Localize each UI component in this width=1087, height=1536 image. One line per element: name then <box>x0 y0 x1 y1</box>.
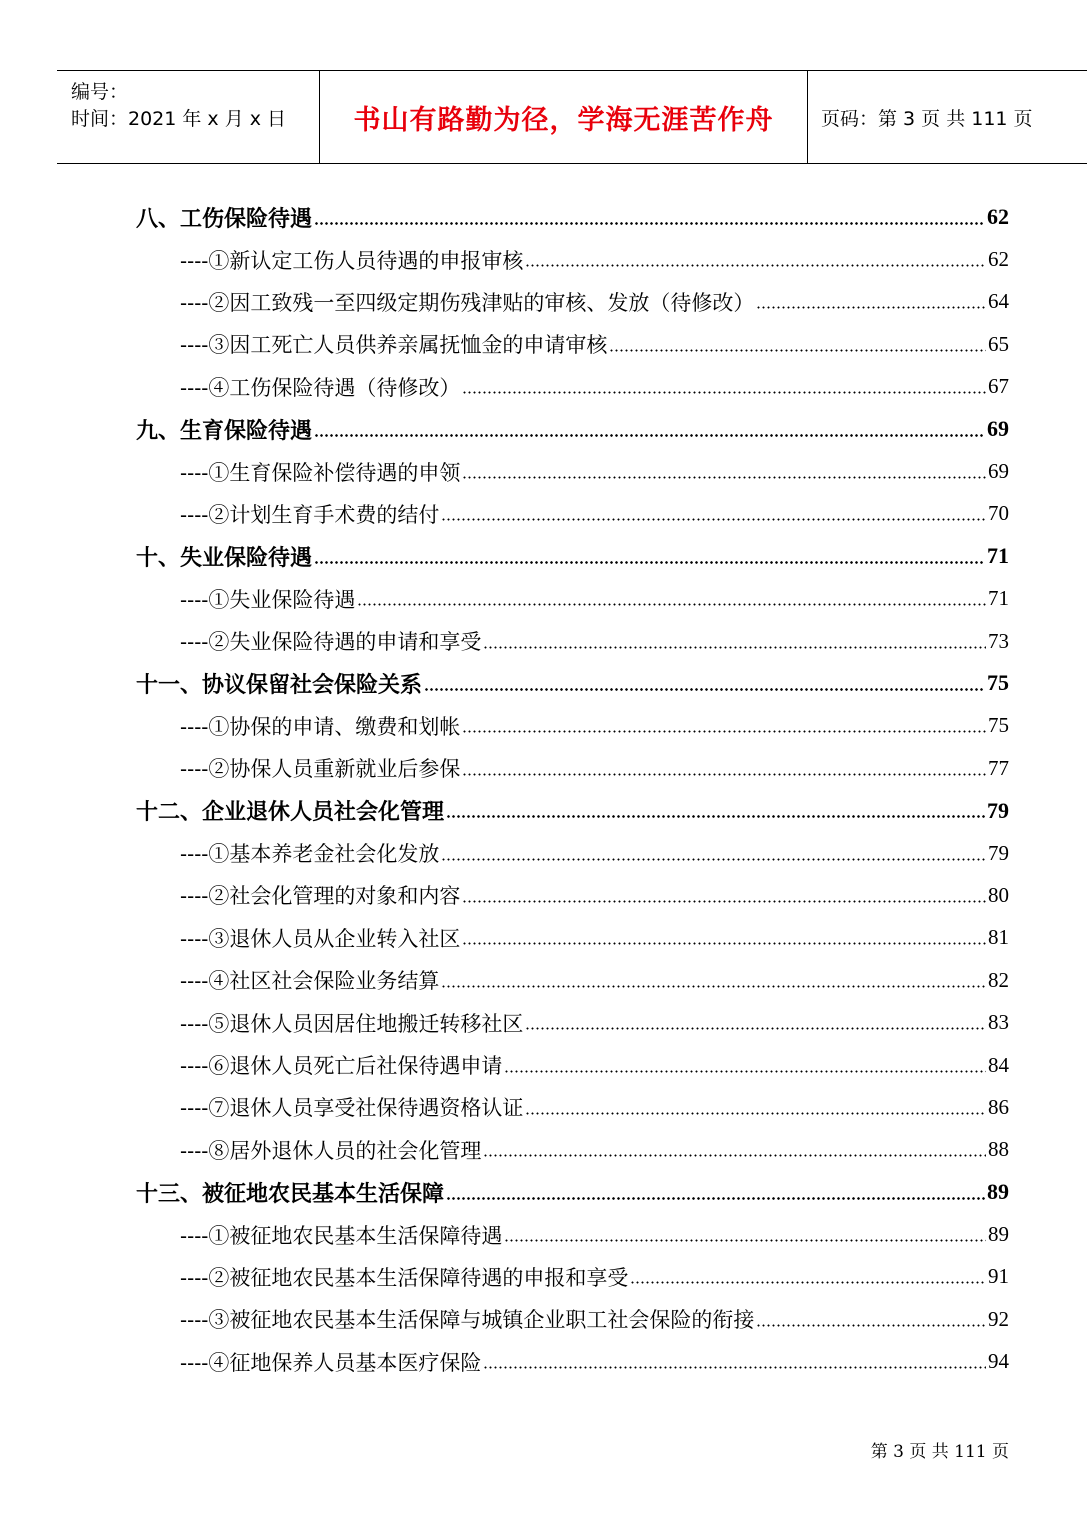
toc-leader-dots <box>462 727 986 737</box>
toc-entry-page-number: 82 <box>988 967 1009 992</box>
toc-entry-page-number: 64 <box>988 289 1009 314</box>
toc-entry-title: ----⑦退休人员享受社保待遇资格认证 <box>180 1096 524 1121</box>
toc-entry-title: 十一、协议保留社会保险关系 <box>136 671 423 698</box>
toc-entry-title: 九、生育保险待遇 <box>136 417 313 444</box>
toc-entry-title: ----①协保的申请、缴费和划帐 <box>180 714 461 739</box>
toc-entry-title: ----④工伤保险待遇（待修改） <box>180 375 461 400</box>
toc-leader-dots <box>756 303 986 313</box>
toc-entry-page-number: 89 <box>987 1179 1009 1205</box>
toc-entry-page-number: 88 <box>988 1137 1009 1162</box>
toc-leader-dots <box>462 769 986 779</box>
toc-entry-page-number: 69 <box>987 416 1009 442</box>
toc-leader-dots <box>314 430 985 440</box>
toc-leader-dots <box>462 939 986 949</box>
toc-entry-title: ----⑥退休人员死亡后社保待遇申请 <box>180 1054 503 1078</box>
toc-entry-title: ----②因工致残一至四级定期伤残津贴的审核、发放（待修改） <box>180 290 755 315</box>
toc-subsection-entry[interactable] <box>136 1001 1009 1043</box>
toc-entry-page-number: 62 <box>988 247 1009 272</box>
toc-entry-page-number: 62 <box>987 204 1009 230</box>
toc-section-entry[interactable] <box>136 662 1009 704</box>
toc-entry-page-number: 79 <box>988 840 1009 865</box>
document-number-label: 编号： <box>71 81 129 103</box>
toc-section-entry[interactable] <box>136 1171 1009 1213</box>
toc-leader-dots <box>483 642 986 652</box>
toc-subsection-entry[interactable] <box>136 1341 1009 1383</box>
toc-entry-title: ----③退休人员从企业转入社区 <box>180 926 461 951</box>
toc-entry-title: 十三、被征地农民基本生活保障 <box>136 1180 445 1207</box>
toc-entry-title: 十二、企业退休人员社会化管理 <box>136 799 445 826</box>
toc-entry-page-number: 89 <box>988 1222 1009 1247</box>
toc-leader-dots <box>446 1193 985 1203</box>
toc-subsection-entry[interactable] <box>136 323 1009 365</box>
toc-entry-page-number: 84 <box>988 1052 1009 1077</box>
toc-subsection-entry[interactable] <box>136 1129 1009 1171</box>
toc-entry-title: ----③被征地农民基本生活保障与城镇企业职工社会保险的衔接 <box>180 1308 755 1333</box>
toc-subsection-entry[interactable] <box>136 578 1009 620</box>
table-of-contents <box>136 196 1009 1383</box>
toc-subsection-entry[interactable] <box>136 1256 1009 1298</box>
toc-entry-page-number: 71 <box>988 586 1009 611</box>
document-date-label: 时间：2021 年 x 月 x 日 <box>71 108 287 130</box>
toc-subsection-entry[interactable] <box>136 450 1009 492</box>
toc-subsection-entry[interactable] <box>136 747 1009 789</box>
toc-entry-page-number: 91 <box>988 1264 1009 1289</box>
toc-leader-dots <box>756 1320 986 1330</box>
toc-subsection-entry[interactable] <box>136 874 1009 916</box>
toc-leader-dots <box>314 218 985 228</box>
toc-leader-dots <box>504 1236 986 1246</box>
toc-entry-title: ----④社区社会保险业务结算 <box>180 969 440 994</box>
toc-entry-title: ----①新认定工伤人员待遇的申报审核 <box>180 248 524 273</box>
toc-entry-page-number: 77 <box>988 755 1009 780</box>
toc-leader-dots <box>483 1363 986 1373</box>
toc-entry-page-number: 86 <box>988 1094 1009 1119</box>
toc-subsection-entry[interactable] <box>136 1298 1009 1340</box>
toc-leader-dots <box>441 854 986 864</box>
toc-leader-dots <box>314 557 985 567</box>
header-motto: 书山有路勤为径，学海无涯苦作舟 <box>353 104 774 136</box>
toc-entry-page-number: 69 <box>988 459 1009 484</box>
toc-leader-dots <box>446 812 985 822</box>
toc-subsection-entry[interactable] <box>136 366 1009 408</box>
toc-entry-page-number: 70 <box>988 501 1009 526</box>
toc-entry-page-number: 65 <box>988 331 1009 356</box>
toc-entry-page-number: 71 <box>987 543 1009 569</box>
toc-leader-dots <box>630 1278 986 1288</box>
toc-entry-title: ----①生育保险补偿待遇的申领 <box>180 460 461 485</box>
toc-leader-dots <box>357 600 986 610</box>
toc-leader-dots <box>462 388 986 398</box>
toc-leader-dots <box>441 515 986 525</box>
toc-section-entry[interactable] <box>136 408 1009 450</box>
header-motto-cell <box>320 71 808 163</box>
header-page-info: 页码：第 3 页 共 111 页 <box>821 107 1033 130</box>
header-page-cell <box>808 71 1087 163</box>
toc-entry-page-number: 75 <box>987 670 1009 696</box>
toc-entry-title: ----②协保人员重新就业后参保 <box>180 757 461 782</box>
toc-entry-title: ----①基本养老金社会化发放 <box>180 842 440 867</box>
toc-leader-dots <box>609 345 986 355</box>
toc-entry-title: ----⑧居外退休人员的社会化管理 <box>180 1138 482 1163</box>
toc-subsection-entry[interactable] <box>136 620 1009 662</box>
document-header <box>57 70 1087 164</box>
toc-entry-page-number: 80 <box>988 882 1009 907</box>
toc-section-entry[interactable] <box>136 535 1009 577</box>
toc-entry-title: ----②计划生育手术费的结付 <box>180 502 440 527</box>
toc-subsection-entry[interactable] <box>136 832 1009 874</box>
toc-entry-page-number: 94 <box>988 1349 1009 1374</box>
toc-entry-page-number: 67 <box>988 374 1009 399</box>
toc-entry-title: ----①失业保险待遇 <box>180 587 356 612</box>
toc-entry-title: ----②被征地农民基本生活保障待遇的申报和享受 <box>180 1265 629 1290</box>
toc-subsection-entry[interactable] <box>136 705 1009 747</box>
page-footer: 第 3 页 共 111 页 <box>870 1442 1009 1462</box>
toc-entry-title: ----①被征地农民基本生活保障待遇 <box>180 1223 503 1248</box>
toc-leader-dots <box>441 981 986 991</box>
toc-entry-page-number: 79 <box>987 797 1009 823</box>
toc-entry-title: ----②社会化管理的对象和内容 <box>180 884 461 909</box>
toc-entry-title: ----④征地保养人员基本医疗保险 <box>180 1350 482 1375</box>
toc-subsection-entry[interactable] <box>136 1086 1009 1128</box>
toc-leader-dots <box>462 473 986 483</box>
toc-subsection-entry[interactable] <box>136 493 1009 535</box>
toc-entry-title: ----⑤退休人员因居住地搬迁转移社区 <box>180 1011 524 1036</box>
toc-entry-page-number: 81 <box>988 925 1009 950</box>
toc-entry-page-number: 73 <box>988 628 1009 653</box>
header-meta-cell <box>57 71 320 163</box>
toc-subsection-entry[interactable] <box>136 1044 1009 1086</box>
toc-leader-dots <box>525 1108 986 1118</box>
toc-entry-title: 十、失业保险待遇 <box>136 544 313 571</box>
toc-entry-page-number: 83 <box>988 1010 1009 1035</box>
toc-leader-dots <box>483 1151 986 1161</box>
toc-entry-title: ----②失业保险待遇的申请和享受 <box>180 630 482 655</box>
toc-subsection-entry[interactable] <box>136 281 1009 323</box>
toc-leader-dots <box>424 684 985 694</box>
toc-subsection-entry[interactable] <box>136 238 1009 280</box>
toc-subsection-entry[interactable] <box>136 959 1009 1001</box>
toc-entry-title: ----③因工死亡人员供养亲属抚恤金的申请审核 <box>180 333 608 358</box>
toc-section-entry[interactable] <box>136 789 1009 831</box>
toc-subsection-entry[interactable] <box>136 1213 1009 1255</box>
toc-leader-dots <box>525 1024 986 1034</box>
toc-entry-title: 八、工伤保险待遇 <box>136 205 313 232</box>
toc-leader-dots <box>525 261 986 271</box>
toc-entry-page-number: 75 <box>988 713 1009 738</box>
toc-entry-page-number: 92 <box>988 1306 1009 1331</box>
toc-leader-dots <box>504 1066 986 1076</box>
toc-section-entry[interactable] <box>136 196 1009 238</box>
toc-leader-dots <box>462 896 986 906</box>
toc-subsection-entry[interactable] <box>136 917 1009 959</box>
